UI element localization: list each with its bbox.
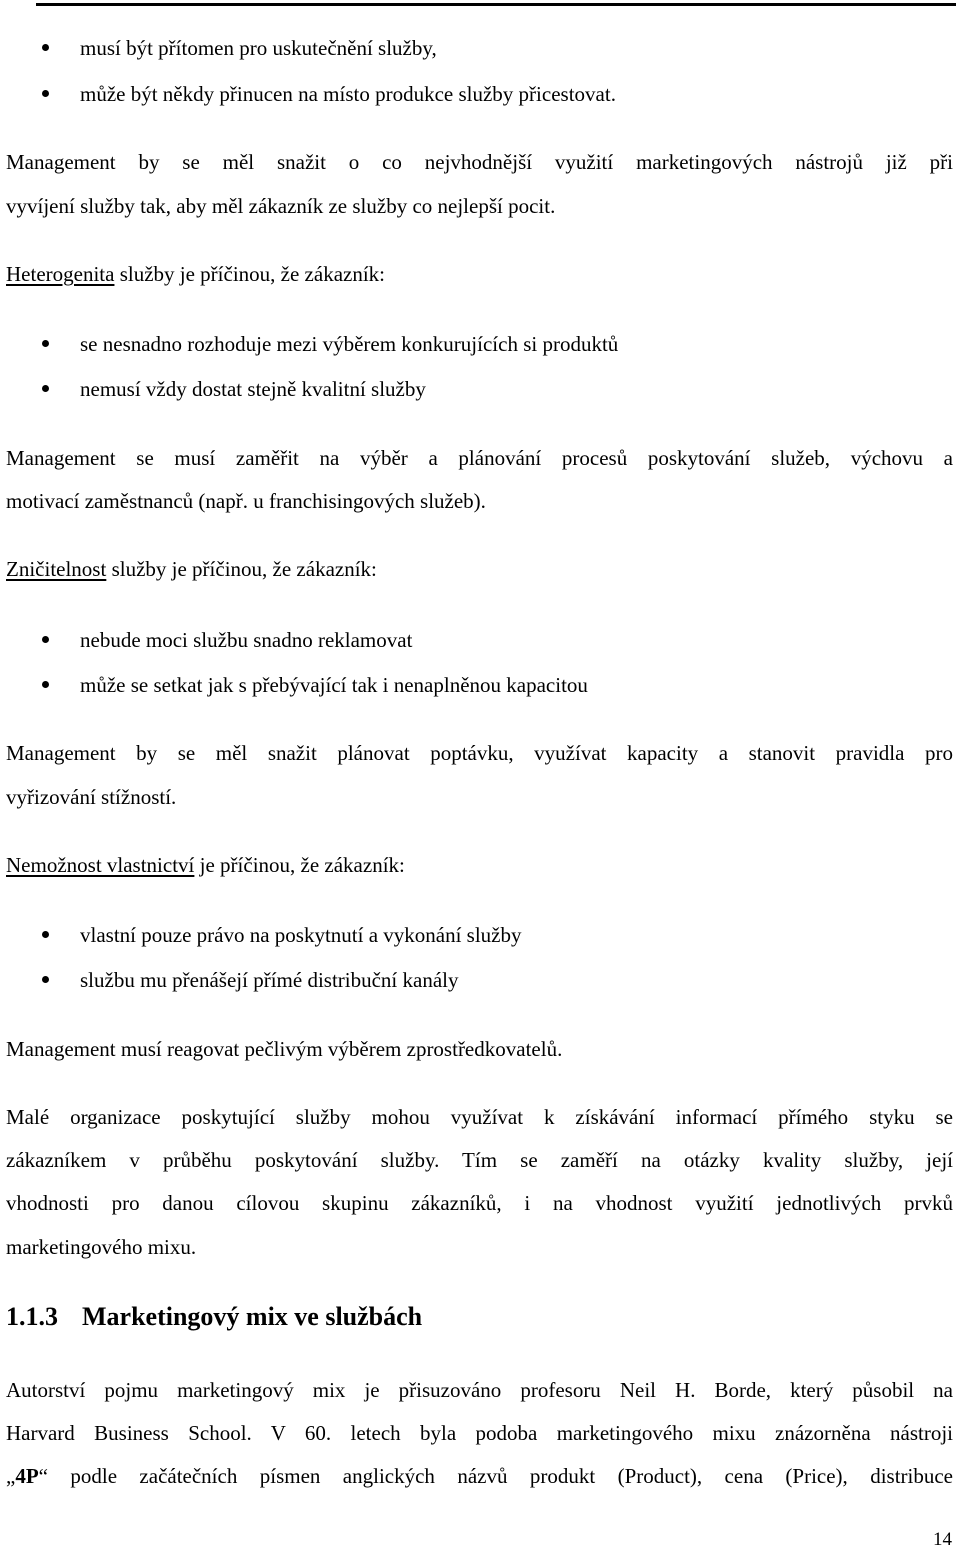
lead-in-nemoznost [6, 853, 953, 877]
paragraph-line: vhodnosti pro danou cílovou skupinu zákazníků, i na vhodnost využití jednotlivých prvků [6, 1191, 953, 1215]
lead-in-text: je příčinou, že zákazník: [194, 853, 405, 877]
bullet-icon [42, 636, 49, 643]
paragraph-line: Management by se měl snažit plánovat poptávku, využívat kapacity a stanovit pravidla pro [6, 741, 953, 765]
page-number: 14 [933, 1529, 952, 1550]
list-item: může se setkat jak s přebývající tak i nenaplněnou kapacitou [80, 673, 588, 697]
paragraph-line: vyřizování stížností. [6, 785, 177, 809]
paragraph-line: Harvard Business School. V 60. letech byla podoba marketingového mixu znázorněna nástroji [6, 1421, 953, 1445]
bullet-icon [42, 385, 49, 392]
lead-in-text: služby je příčinou, že zákazník: [106, 557, 377, 581]
lead-in-znicitelnost [6, 557, 953, 581]
paragraph-line: Management musí reagovat pečlivým výběrem zprostředkovatelů. [6, 1037, 563, 1061]
top-rule [36, 3, 956, 6]
paragraph-line: motivací zaměstnanců (např. u franchisingových služeb). [6, 489, 486, 513]
paragraph-line: Malé organizace poskytující služby mohou využívat k získávání informací přímého styku se [6, 1105, 953, 1129]
term-4p: 4P [15, 1464, 39, 1488]
list-item: se nesnadno rozhoduje mezi výběrem konkurujících si produktů [80, 332, 619, 356]
paragraph-line: Autorství pojmu marketingový mix je přisuzováno profesoru Neil H. Borde, který působil na [6, 1378, 953, 1402]
paragraph-line: vyvíjení služby tak, aby měl zákazník ze služby co nejlepší pocit. [6, 194, 556, 218]
bullet-icon [42, 44, 49, 51]
list-item: službu mu přenášejí přímé distribuční kanály [80, 968, 459, 992]
term-nemoznost-vlastnictvi: Nemožnost vlastnictví [6, 853, 195, 877]
bullet-icon [42, 340, 49, 347]
paragraph-line: zákazníkem v průběhu poskytování služby. Tím se zaměří na otázky kvality služby, její [6, 1148, 953, 1172]
lead-in-text: služby je příčinou, že zákazník: [114, 262, 386, 286]
paragraph-line: Management by se měl snažit o co nejvhodnější využití marketingových nástrojů již při [6, 150, 953, 174]
section-title: Marketingový mix ve službách [82, 1302, 423, 1331]
list-item: musí být přítomen pro uskutečnění služby, [80, 36, 437, 60]
list-item: nebude moci službu snadno reklamovat [80, 628, 413, 652]
bullet-icon [42, 90, 49, 97]
paragraph-line: Management se musí zaměřit na výběr a plánování procesů poskytování služeb, výchovu a [6, 446, 953, 470]
bullet-icon [42, 931, 49, 938]
list-item: může být někdy přinucen na místo produkce služby přicestovat. [80, 82, 616, 106]
bullet-icon [42, 976, 49, 983]
term-heterogenita: Heterogenita [6, 262, 115, 286]
term-znicitelnost: Zničitelnost [6, 557, 107, 581]
paragraph-line: „4P“ podle začátečních písmen anglických názvů produkt (Product), cena (Price), distribuce [6, 1464, 953, 1488]
section-heading [6, 1302, 422, 1332]
paragraph-line: marketingového mixu. [6, 1235, 197, 1259]
bullet-icon [42, 681, 49, 688]
section-number: 1.1.3 [6, 1302, 58, 1331]
lead-in-heterogenita [6, 262, 953, 286]
list-item: nemusí vždy dostat stejně kvalitní služby [80, 377, 426, 401]
list-item: vlastní pouze právo na poskytnutí a vykonání služby [80, 923, 522, 947]
